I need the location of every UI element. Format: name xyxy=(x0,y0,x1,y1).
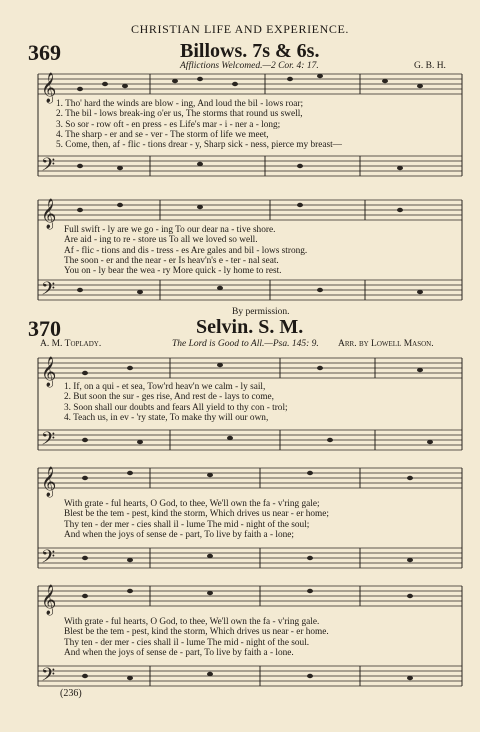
verse-line: Af - flic - tions and dis - tress - es Are gales and bil - lows strong. xyxy=(64,245,308,256)
verse-line: And when the joys of sense de - part, To live by faith a - lone; xyxy=(64,529,294,540)
verse-line: 2. The bil - lows break-ing o'er us, The storms that round us swell, xyxy=(56,109,303,120)
verse-line: Thy ten - der mer - cies shall il - lume The mid - night of the soul. xyxy=(64,637,310,648)
verse-line: 2. But soon the sur - ges rise, And rest de - lays to come, xyxy=(64,392,274,403)
verse-line: 3. So sor - row oft - en press - es Life's mar - i - ner a - long; xyxy=(56,119,281,130)
staff-370-treble-3 xyxy=(38,586,462,606)
hymn-369-verses-a xyxy=(56,99,342,150)
svg-text:𝄢: 𝄢 xyxy=(41,279,56,304)
page-header: CHRISTIAN LIFE AND EXPERIENCE. xyxy=(131,22,349,36)
verse-line: With grate - ful hearts, O God, to thee, We'll own the fa - v'ring gale; xyxy=(64,499,320,509)
verse-line: 4. The sharp - er and se - ver - The storm of life we meet, xyxy=(56,129,269,140)
svg-text:𝄢: 𝄢 xyxy=(41,547,56,572)
staff-370-treble-2 xyxy=(38,468,462,488)
hymn-369-verses-b xyxy=(64,225,307,276)
staff-370-bass-2 xyxy=(38,548,462,568)
staff-369-bass-2 xyxy=(38,280,462,300)
svg-text:𝄞: 𝄞 xyxy=(41,73,57,103)
verse-line: 1. Tho' hard the winds are blow - ing, And loud the bil - lows roar; xyxy=(56,99,304,109)
verse-line: Thy ten - der mer - cies shall il - lume The mid - night of the soul; xyxy=(64,519,310,530)
hymn-370-author: A. M. Toplady. xyxy=(40,339,102,349)
verse-line: Full swift - ly are we go - ing To our dear na - tive shore. xyxy=(64,225,276,235)
hymn-369-number: 369 xyxy=(28,40,61,65)
hymn-370-verses-b xyxy=(64,499,329,540)
verse-line: Blest be the tem - pest, kind the storm, Which drives us near - er home; xyxy=(64,509,329,520)
clef-glyphs xyxy=(41,72,56,690)
hymn-369-author: G. B. H. xyxy=(414,61,446,71)
hymn-370-verses-a xyxy=(64,382,288,423)
svg-text:𝄢: 𝄢 xyxy=(41,665,56,690)
staff-369-bass-1 xyxy=(38,156,462,176)
verse-line: 5. Come, then, af - flic - tions drear - y, Sharp sick - ness, pierce my breast— xyxy=(56,140,342,151)
permission-note: By permission. xyxy=(232,307,290,317)
staff-369-treble-1 xyxy=(38,74,462,94)
verse-line: The soon - er and the near - er Is heav'n's e - ter - nal seat. xyxy=(64,255,279,266)
staff-370-bass-3 xyxy=(38,666,462,686)
page-number: (236) xyxy=(60,688,82,699)
hymn-370-number: 370 xyxy=(28,316,61,341)
verse-line: 1. If, on a qui - et sea, Tow'rd heav'n we calm - ly sail, xyxy=(64,382,266,392)
svg-text:𝄢: 𝄢 xyxy=(41,429,56,454)
svg-text:𝄞: 𝄞 xyxy=(41,199,57,229)
staff-370-treble-1 xyxy=(38,358,462,378)
verse-line: Blest be the tem - pest, kind the storm, Which drives us near - er home. xyxy=(64,627,329,638)
hymn-370-subtitle: The Lord is Good to All.—Psa. 145: 9. xyxy=(172,339,319,349)
verse-line: 3. Soon shall our doubts and fears All yield to thy con - trol; xyxy=(64,402,288,413)
staff-370-bass-1 xyxy=(38,430,462,450)
svg-text:𝄞: 𝄞 xyxy=(41,357,57,387)
svg-text:𝄞: 𝄞 xyxy=(41,585,57,615)
note-heads xyxy=(77,74,433,680)
hymn-370-arranger: Arr. by Lowell Mason. xyxy=(338,339,434,349)
hymn-370-verses-c xyxy=(64,617,329,658)
verse-line: You on - ly bear the wea - ry More quick - ly home to rest. xyxy=(64,266,282,277)
svg-text:𝄢: 𝄢 xyxy=(41,155,56,180)
svg-text:𝄞: 𝄞 xyxy=(41,467,57,497)
hymn-370-title: Selvin. S. M. xyxy=(196,316,304,338)
verse-line: Are aid - ing to re - store us To all we loved so well. xyxy=(64,235,258,246)
hymn-369-title: Billows. 7s & 6s. xyxy=(180,40,320,62)
verse-line: With grate - ful hearts, O God, to thee, We'll own the fa - v'ring gale. xyxy=(64,617,320,627)
verse-line: And when the joys of sense de - part, To live by faith a - lone. xyxy=(64,647,294,658)
verse-line: 4. Teach us, in ev - 'ry state, To make thy will our own, xyxy=(64,412,269,423)
hymn-369-subtitle: Afflictions Welcomed.—2 Cor. 4: 17. xyxy=(180,61,319,71)
